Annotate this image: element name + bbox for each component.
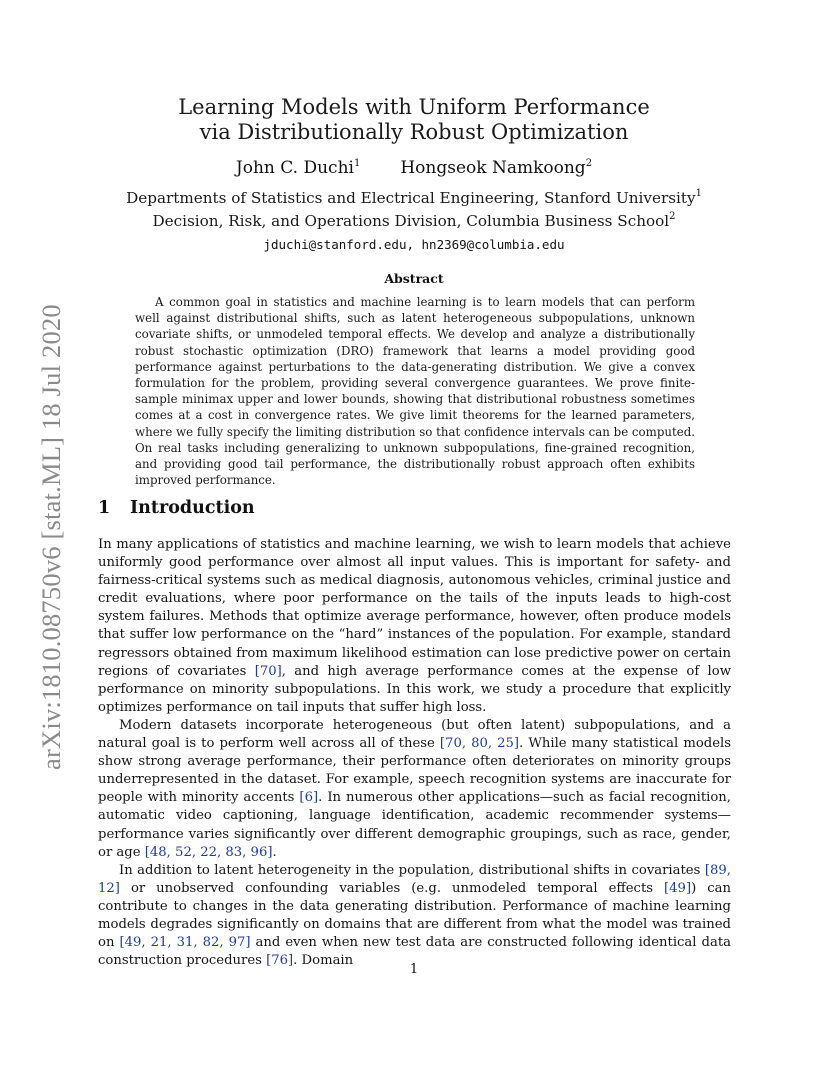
text-run: . While many statistical models show strong average performance, their performance often deteriorates on minority groups underrepresented in the dataset. For example, speech recognition systems are inaccurate for people with minority accents bbox=[98, 736, 731, 806]
author-name: John C. Duchi bbox=[235, 158, 354, 178]
text-run: ) can contribute to changes in the data generating distribution. Performance of machine learning models degrades significantly on domains that are different from what the model was trained on bbox=[98, 880, 731, 951]
abstract-text: A common goal in statistics and machine learning is to learn models that can perform well against distributional shifts, such as latent heterogeneous subpopulations, unknown covariate shifts, or unmodeled temporal effects. We develop and analyze a distributionally robust stochastic optimization (DRO) framework that learns a model providing good performance against perturbations to the data-generating distribution. We give a convex formulation for the problem, providing several convergence guarantees. We prove finite-sample minimax upper and lower bounds, showing that distributional robustness sometimes comes at a cost in convergence rates. We give limit theorems for the learned parameters, where we fully specify the limiting distribution so that confidence intervals can be computed. On real tasks including generalizing to unknown subpopulations, fine-grained recognition, and providing good tail performance, the distributionally robust approach often exhibits improved performance. bbox=[135, 295, 695, 488]
text-run: In many applications of statistics and machine learning, we wish to learn models that achieve uniformly good performance over almost all input values. This is important for safety- and fairness-critical systems such as medical diagnosis, autonomous vehicles, criminal justice and credit evaluations, where poor performance on the tails of the inputs leads to high-cost system failures. Methods that optimize average performance, however, often produce models that suffer low performance on the “hard” instances of the population. For example, standard regressors obtained from maximum likelihood estimation can lose predictive power on certain regions of covariates bbox=[98, 537, 731, 679]
text-run: or unobserved confounding variables (e.g. unmodeled temporal effects bbox=[119, 880, 665, 896]
text-run: . Domain bbox=[293, 953, 354, 969]
abstract-heading: Abstract bbox=[384, 271, 444, 286]
paragraph bbox=[98, 536, 731, 717]
paper-title-line-2: via Distributionally Robust Optimization bbox=[199, 120, 629, 144]
text-run: , and high average performance comes at the expense of low performance on minority subpopulations. In this work, we study a procedure that explicitly optimizes performance on tail inputs that suffer high loss. bbox=[98, 663, 731, 715]
author-emails: jduchi@stanford.edu, hn2369@columbia.edu bbox=[263, 237, 565, 252]
citation-link[interactable]: [49, 21, 31, 82, 97] bbox=[119, 935, 251, 951]
citation-link[interactable]: [76] bbox=[266, 953, 294, 969]
paragraph bbox=[98, 717, 731, 862]
paragraph bbox=[98, 862, 731, 971]
author-list bbox=[0, 158, 828, 178]
affiliation-line bbox=[0, 210, 828, 233]
affiliation-mark: 2 bbox=[669, 211, 676, 222]
paper-title-line-1: Learning Models with Uniform Performance bbox=[178, 95, 650, 119]
page-number: 1 bbox=[409, 962, 419, 977]
text-run: Modern datasets incorporate heterogeneous (but often latent) subpopulations, and a natural goal is to perform well across all of these bbox=[98, 717, 731, 752]
author-name: Hongseok Namkoong bbox=[400, 158, 586, 178]
citation-link[interactable]: [70] bbox=[254, 663, 282, 679]
citation-link[interactable]: [6] bbox=[299, 790, 319, 806]
citation-link[interactable]: [89, 12] bbox=[98, 862, 731, 896]
author-affiliation-mark: 1 bbox=[353, 158, 361, 169]
text-run: In addition to latent heterogeneity in the population, distributional shifts in covariates bbox=[119, 862, 705, 878]
affiliation-text: Decision, Risk, and Operations Division, Columbia Business School bbox=[152, 212, 670, 230]
affiliation-line bbox=[0, 187, 828, 210]
text-run: and even when new test data are constructed following identical data construction procedures bbox=[98, 935, 731, 969]
citation-link[interactable]: [49] bbox=[664, 880, 692, 896]
text-run: . In numerous other applications—such as facial recognition, automatic video captioning, language identification, academic recommender systems—performance varies significantly over different demographic groupings, such as race, gender, or age bbox=[98, 790, 731, 860]
body-text bbox=[98, 536, 731, 970]
section-number: 1 bbox=[98, 498, 111, 518]
section-heading bbox=[98, 498, 255, 518]
author-affiliation-mark: 2 bbox=[585, 158, 593, 169]
section-title: Introduction bbox=[130, 498, 255, 518]
affiliation-mark: 1 bbox=[695, 188, 702, 199]
affiliation-text: Departments of Statistics and Electrical Engineering, Stanford University bbox=[126, 189, 696, 207]
citation-link[interactable]: [48, 52, 22, 83, 96] bbox=[144, 844, 273, 860]
text-run: . bbox=[272, 844, 277, 860]
citation-link[interactable]: [70, 80, 25] bbox=[439, 736, 520, 752]
arxiv-sidebar-stamp: arXiv:1810.08750v6 [stat.ML] 18 Jul 2020 bbox=[36, 304, 66, 770]
